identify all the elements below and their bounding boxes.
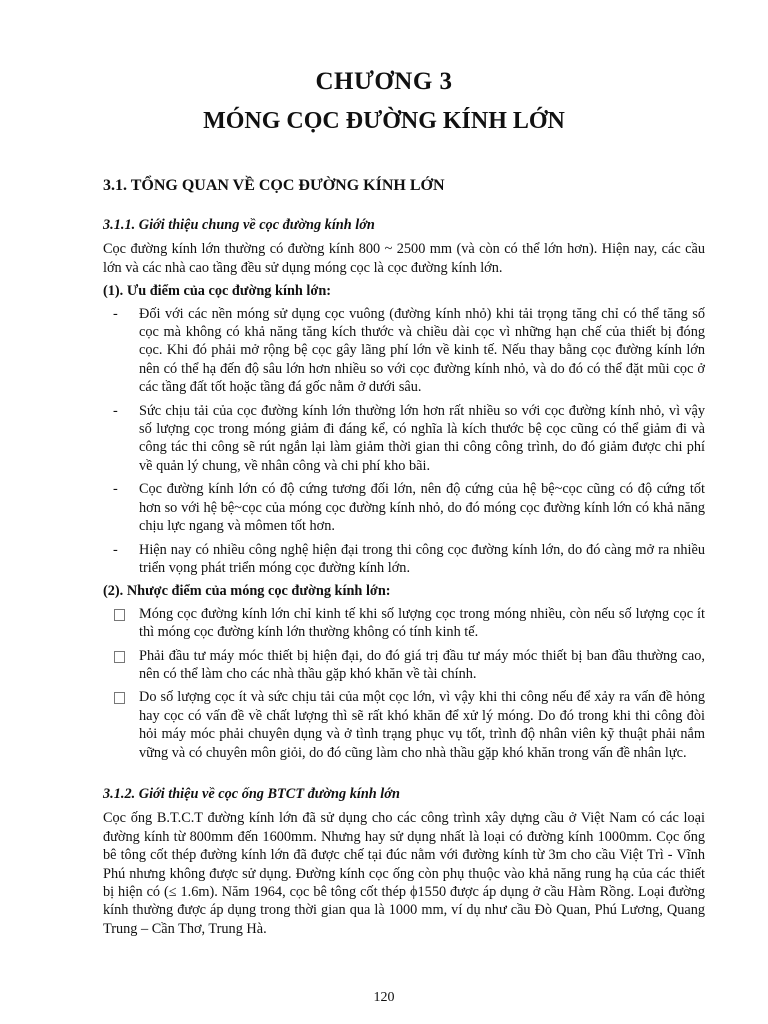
list-item: Do số lượng cọc ít và sức chịu tải của một cọc lớn, vì vậy khi thi công nếu để xảy ra vấn đề hỏng hay cọc có vấn đề về chất lượng thì sẽ rất khó khăn để xử lý móng. Do đó trong khi thi công đòi hỏi máy móc phải chuyên dụng và ở tình trạng phục vụ tốt, trình độ nhân viên kỹ thuật phải nắm vững và có chuyên môn giỏi, do đó cũng làm cho nhà thầu gặp khó khăn trong vấn đề nhân lực.: [103, 688, 705, 762]
subsection-heading-1: 3.1.1. Giới thiệu chung về cọc đường kính lớn: [103, 217, 375, 233]
checkbox-bullet-icon: [114, 609, 125, 621]
dash-bullet: -: [113, 305, 118, 322]
list-item: - Hiện nay có nhiều công nghệ hiện đại trong thi công cọc đường kính lớn, do đó càng mở ra nhiều triển vọng phát triển móng cọc đường kính lớn.: [113, 541, 705, 576]
disadvantages-list: [103, 605, 705, 762]
chapter-title: MÓNG CỌC ĐƯỜNG KÍNH LỚN: [203, 108, 565, 134]
cọc-ống-paragraph: Cọc ống B.T.C.T đường kính lớn đã sử dụng cho các công trình xây dựng cầu ở Việt Nam có các loại đường kính từ 800mm đến 1600mm. Nhưng hay sử dụng nhất là loại có đường kính 1000mm. Cọc ống bê tông cốt thép đường kính lớn đã được chế tại đúc nằm với đường kính từ 3m cho cầu Việt Trì - Vĩnh Phú nhưng không được sử dụng. Đường kính cọc ống còn phụ thuộc vào khả năng rung hạ của các thiết bị hiện có (≤ 1.6m). Năm 1964, cọc bê tông cốt thép ϕ1550 được áp dụng ở cầu Hàm Rồng. Loại đường kính thường được áp dụng trong thời gian qua là 1000 mm, ví dụ như cầu Đò Quan, Phú Lương, Quang Trung – Cần Thơ, Trung Hà.: [103, 810, 705, 937]
dash-bullet: -: [113, 541, 118, 558]
checkbox-bullet-icon: [114, 692, 125, 704]
checkbox-bullet-icon: [114, 651, 125, 663]
main-content: [103, 216, 705, 943]
intro-paragraph: Cọc đường kính lớn thường có đường kính 800 ~ 2500 mm (và còn có thể lớn hơn). Hiện nay, các cầu lớn và các nhà cao tầng đều sử dụng móng cọc là cọc đường kính lớn.: [103, 241, 705, 276]
list-item: Móng cọc đường kính lớn chỉ kinh tế khi số lượng cọc trong móng nhiều, còn nếu số lượng cọc ít thì móng cọc đường kính lớn thường không có tính kinh tế.: [103, 605, 705, 642]
advantages-list: [103, 305, 705, 578]
section-heading: 3.1. TỔNG QUAN VỀ CỌC ĐƯỜNG KÍNH LỚN: [103, 177, 445, 194]
list-item: Phải đầu tư máy móc thiết bị hiện đại, do đó giá trị đầu tư máy móc thiết bị ban đầu thường cao, nên có thể làm cho các nhà thầu gặp khó khăn về tài chính.: [103, 647, 705, 684]
list-item: - Sức chịu tải của cọc đường kính lớn thường lớn hơn rất nhiều so với cọc đường kính nhỏ, vì vậy số lượng cọc trong móng giảm đi đáng kể, có nghĩa là kích thước bệ cọc cũng có thể giảm đi và công tác thi công sẽ rút ngắn lại làm giảm thời gian thi công công trình, do đó giảm được chi phí về quản lý chung, về nhân công và chi phí kho bãi.: [113, 402, 705, 474]
dash-bullet: -: [113, 402, 118, 419]
page-number: 120: [373, 990, 395, 1005]
chapter-label: CHƯƠNG 3: [315, 68, 453, 95]
dash-bullet: -: [113, 481, 118, 498]
disadvantages-heading: (2). Nhược điểm của móng cọc đường kính lớn:: [103, 583, 391, 600]
advantages-heading: (1). Ưu điểm của cọc đường kính lớn:: [103, 283, 332, 300]
list-item: - Cọc đường kính lớn có độ cứng tương đối lớn, nên độ cứng của hệ bệ~cọc cũng có độ cứng tốt hơn so với hệ bệ~cọc của móng cọc đường kính nhỏ, do đó móng cọc đường kính lớn có khả năng chịu lực ngang và mômen tốt hơn.: [113, 481, 705, 535]
list-item: - Đối với các nền móng sử dụng cọc vuông (đường kính nhỏ) khi tải trọng tăng chỉ có thể tăng số cọc mà không có khả năng tăng kích thước và chiều dài cọc vì những hạn chế của thiết bị đóng cọc. Khi đó phải mở rộng bệ cọc gây lãng phí lớn về kinh tế. Nếu thay bằng cọc đường kính lớn nên có thể hạ đến độ sâu lớn hơn nhiều so với cọc đường kính nhỏ, và do đó có thể đặt mũi cọc ở các tầng đất tốt hoặc tầng đá gốc nằm ở dưới sâu.: [113, 305, 705, 396]
subsection-heading-2: 3.1.2. Giới thiệu về cọc ống BTCT đường kính lớn: [103, 785, 400, 802]
